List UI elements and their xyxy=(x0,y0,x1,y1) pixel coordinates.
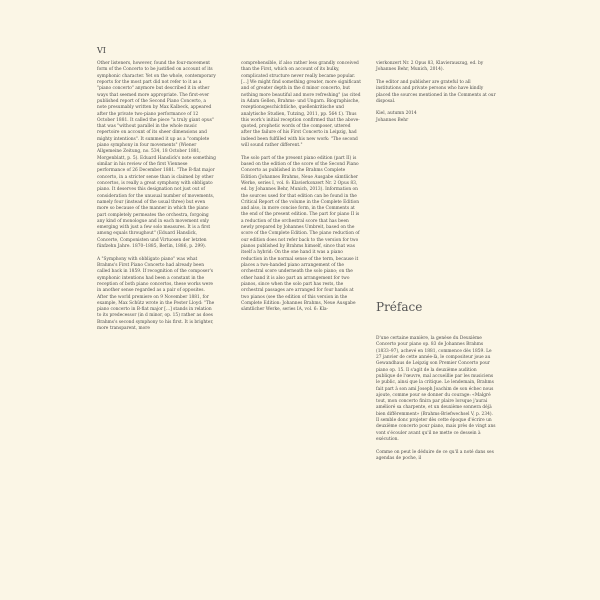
paragraph: comprehensible, if also rather less grandly conceived than the First, which on account of its bulky, complicated structure never really became popular. [...] We might find something greater, more significant and of greater depth in the d minor concerto, but nothing more beautiful and more refreshing" (as cited in Adam Gellen, Brahms- und Ungarn. Biographische, rezeptionsgeschichtliche, quellenkritische und analytische Studien, Tutzing, 2011, pp. 564 f.). Thus this work's initial reception confirmed that the above-quoted, prophetic words of the composer, uttered after the failure of his First Concerto in Leipzig, had indeed been fulfilled with his new work: "The second will sound rather different." xyxy=(241,61,361,149)
text-column-2 xyxy=(241,61,362,313)
text-column-3 xyxy=(376,61,496,124)
paragraph: The editor and publisher are grateful to all institutions and private persons who have kindly placed the sources mentioned in the Comments at our disposal. xyxy=(376,79,496,104)
text-column-1 xyxy=(97,61,217,332)
paragraph: Other listeners, however, found the four-movement form of the Concerto to be justified on account of its symphonic character. Yet on the whole, contemporary reports for the most part did not refer to it as a "piano concerto" anymore but described it in other ways that seemed more appropriate. The first-ever published report of the Second Piano Concerto, a note presumably written by Max Kalbeck, appeared after the private two-piano performance of 12 October 1881. It called the piece "a truly giant opus" that was "without parallel in the whole music repertoire on account of its sheer dimensions and mighty intentions". It summed it up as a "complete piano symphony in four movements" (Wiener Allgemeine Zeitung, no. 534, 18 October 1881, Morgenblatt, p. 5). Eduard Hanslick's note something similar in his review of the first Viennese performance of 26 December 1881. "The B-flat major concerto, in a stricter sense than is claimed by other concertos, is really a great symphony with obbligato piano. It deserves this designation not just out of consideration for the unusual number of movements, namely four (instead of the usual three) but even more so because of the manner in which the piano part completely permeates the orchestra, forgoing any kind of monologue and in each movement only emerging with just a few solo measures. It is a first among equals throughout" (Eduard Hanslick, Concerte, Componisten und Virtuosen der letzten fünfzehn Jahre. 1870–1885, Berlin, 1886, p. 299). xyxy=(97,61,216,250)
paragraph: A "Symphony with obbligato piano" was what Brahms's First Piano Concerto had already been called back in 1859. If recognition of the composer's symphonic intentions had been a constant in the reception of both piano concertos, these works were in another sense regarded as a pair of opposites. After the world premiere on 9 November 1881, for example, Max Schütz wrote in the Pester Lloyd: "The piano concerto in B-flat major [...] stands in relation to its predecessor (in d minor, op. 15) rather as does Brahms's second symphony to his first. It is brighter, more transparent, more xyxy=(97,256,215,332)
signoff: Kiel, autumn 2014 Johannes Behr xyxy=(376,111,417,123)
page-number: VI xyxy=(97,46,106,55)
section-title: Préface xyxy=(376,300,423,314)
paragraph: vierkonzert Nr. 2 Opus 83, Klavierauszug, ed. by Johannes Behr, Munich, 2014). xyxy=(376,61,484,73)
paragraph: The solo part of the present piano edition (part II) is based on the edition of the score of the Second Piano Concerto as published in the Brahms Complete Edition (Johannes Brahms, Neue Ausgabe sämtlicher Werke, series I, vol. 8: Klavierkonzert Nr. 2 Opus 83, ed. by Johannes Behr, Munich, 2013). Information on the sources used for that edition can be found in the Critical Report of the volume in the Complete Edition and also, in more concise form, in the Comments at the end of the present edition. The part for piano II is a reduction of the orchestral score that has been newly prepared by Johannes Umbreit, based on the score of the Complete Edition. The piano reduction of our edition does not refer back to the version for two pianos published by Brahms himself, since that was itself a hybrid: On the one hand it was a piano reduction in the normal sense of the term, because it places a two-handed piano arrangement of the orchestral score underneath the solo piano; on the other hand it is also part an arrangement for two pianos, since when the solo part has rests, the orchestral passages are arranged for four hands at two pianos (see the edition of this version in the Complete Edition: Johannes Brahms, Neue Ausgabe sämtlicher Werke, series IA, vol. 6: Kla- xyxy=(241,155,360,313)
paragraph: D'une certaine manière, la genèse du Deuxième Concerto pour piano op. 83 de Johannes Brahms (1833–97), achevé en 1881, commence dès 1859. Le 27 janvier de cette année-là, le compositeur joue au Gewandhaus de Leipzig son Premier Concerto pour piano op. 15. Il s'agit de la deuxième audition publique de l'œuvre, mal accueillie par les musiciens le public, ainsi que la critique. Le lendemain, Brahms fait part à son ami Joseph Joachim de son échec nous ajoute, comme pour se donner du courage: «Malgré tout, mon concerto finira par plaire lorsque j'aurai amélioré sa charpente, et un deuxième sonnera déjà bien différemment» (Brahms-Briefwechsel V, p. 234). Il semble donc projeter dès cette époque d'écrire un deuxième concerto pour piano, mais près de vingt ans vont s'écouler avant qu'il ne mette ce dessein à exécution. xyxy=(376,336,496,442)
paragraph: Comme on peut le déduire de ce qu'il a noté dans ses agendas de poche, il xyxy=(376,449,494,461)
text-column-4 xyxy=(376,300,496,462)
